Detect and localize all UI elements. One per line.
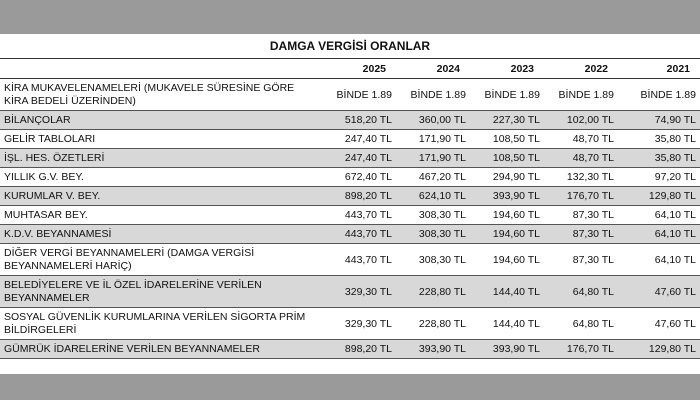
value-cell: 228,80 TL [396,308,470,340]
value-cell: 393,90 TL [470,187,544,206]
table-row [0,340,700,359]
header-year: 2022 [544,59,618,79]
value-cell: 294,90 TL [470,168,544,187]
value-cell: 176,70 TL [544,340,618,359]
table-row [0,276,700,308]
document-page [0,34,700,374]
value-cell: 176,70 TL [544,187,618,206]
value-cell: 144,40 TL [470,308,544,340]
value-cell: 102,00 TL [544,111,618,130]
value-cell: BİNDE 1.89 [470,79,544,111]
tax-rates-table [0,59,700,359]
value-cell: 360,00 TL [396,111,470,130]
row-label: KURUMLAR V. BEY. [0,187,322,206]
table-row [0,308,700,340]
table-row [0,244,700,276]
value-cell: BİNDE 1.89 [396,79,470,111]
value-cell: 898,20 TL [322,187,396,206]
value-cell: 35,80 TL [618,149,700,168]
value-cell: 64,80 TL [544,276,618,308]
value-cell: 64,80 TL [544,308,618,340]
table-row [0,149,700,168]
value-cell: 64,10 TL [618,206,700,225]
table-row [0,225,700,244]
value-cell: 443,70 TL [322,225,396,244]
header-year: 2024 [396,59,470,79]
value-cell: 132,30 TL [544,168,618,187]
row-label: YILLIK G.V. BEY. [0,168,322,187]
value-cell: 87,30 TL [544,206,618,225]
value-cell: 144,40 TL [470,276,544,308]
value-cell: 47,60 TL [618,276,700,308]
header-year: 2021 [618,59,700,79]
table-row [0,206,700,225]
value-cell: 35,80 TL [618,130,700,149]
row-label: İŞL. HES. ÖZETLERİ [0,149,322,168]
header-year: 2025 [322,59,396,79]
value-cell: 898,20 TL [322,340,396,359]
row-label: SOSYAL GÜVENLİK KURUMLARINA VERİLEN SİGORTA PRİM BİLDİRGELERİ [0,308,322,340]
table-row [0,168,700,187]
value-cell: 194,60 TL [470,206,544,225]
value-cell: 108,50 TL [470,149,544,168]
value-cell: 64,10 TL [618,225,700,244]
value-cell: 64,10 TL [618,244,700,276]
value-cell: 108,50 TL [470,130,544,149]
table-row [0,111,700,130]
value-cell: 624,10 TL [396,187,470,206]
row-label: GÜMRÜK İDARELERİNE VERİLEN BEYANNAMELER [0,340,322,359]
table-row [0,79,700,111]
value-cell: 329,30 TL [322,276,396,308]
value-cell: 74,90 TL [618,111,700,130]
table-row [0,130,700,149]
row-label: BELEDİYELERE VE İL ÖZEL İDARELERİNE VERİLEN BEYANNAMELER [0,276,322,308]
value-cell: 48,70 TL [544,149,618,168]
value-cell: 97,20 TL [618,168,700,187]
row-label: K.D.V. BEYANNAMESİ [0,225,322,244]
value-cell: 87,30 TL [544,244,618,276]
value-cell: 87,30 TL [544,225,618,244]
value-cell: 48,70 TL [544,130,618,149]
value-cell: 194,60 TL [470,225,544,244]
value-cell: 129,80 TL [618,340,700,359]
table-title: DAMGA VERGİSİ ORANLAR [0,34,700,59]
header-row [0,59,700,79]
value-cell: 467,20 TL [396,168,470,187]
value-cell: 308,30 TL [396,206,470,225]
value-cell: 47,60 TL [618,308,700,340]
value-cell: 247,40 TL [322,130,396,149]
value-cell: BİNDE 1.89 [322,79,396,111]
value-cell: 194,60 TL [470,244,544,276]
value-cell: BİNDE 1.89 [618,79,700,111]
value-cell: 308,30 TL [396,225,470,244]
value-cell: 247,40 TL [322,149,396,168]
value-cell: 129,80 TL [618,187,700,206]
value-cell: 228,80 TL [396,276,470,308]
table-row [0,187,700,206]
value-cell: 393,90 TL [396,340,470,359]
row-label: BİLANÇOLAR [0,111,322,130]
header-year: 2023 [470,59,544,79]
value-cell: 308,30 TL [396,244,470,276]
value-cell: 672,40 TL [322,168,396,187]
row-label: KİRA MUKAVELENAMELERİ (MUKAVELE SÜRESİNE GÖRE KİRA BEDELİ ÜZERİNDEN) [0,79,322,111]
value-cell: 393,90 TL [470,340,544,359]
value-cell: 227,30 TL [470,111,544,130]
value-cell: 171,90 TL [396,130,470,149]
value-cell: 329,30 TL [322,308,396,340]
header-label-cell [0,59,322,79]
value-cell: 518,20 TL [322,111,396,130]
value-cell: 443,70 TL [322,206,396,225]
value-cell: 171,90 TL [396,149,470,168]
value-cell: 443,70 TL [322,244,396,276]
row-label: MUHTASAR BEY. [0,206,322,225]
row-label: DİĞER VERGİ BEYANNAMELERİ (DAMGA VERGİSİ BEYANNAMELERİ HARİÇ) [0,244,322,276]
row-label: GELİR TABLOLARI [0,130,322,149]
value-cell: BİNDE 1.89 [544,79,618,111]
